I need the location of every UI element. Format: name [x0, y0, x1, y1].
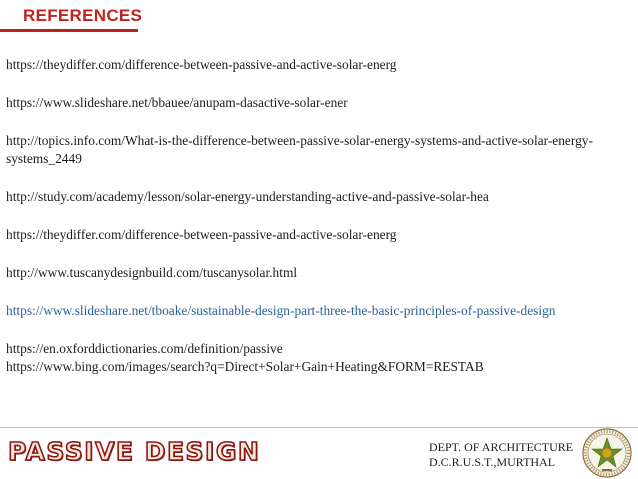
footer-brand-logo: PASSIVE DESIGN: [8, 437, 261, 466]
footer-department: [429, 440, 573, 470]
reference-link[interactable]: https://theydiffer.com/difference-between-passive-and-active-solar-energ: [6, 57, 397, 72]
slide-title: REFERENCES: [23, 6, 143, 25]
reference-link[interactable]: http://topics.info.com/What-is-the-difference-between-passive-solar-energy-systems-and-active-solar-energy-systems_2449: [6, 133, 593, 166]
reference-link[interactable]: https://www.bing.com/images/search?q=Direct+Solar+Gain+Heating&FORM=RESTAB: [6, 359, 484, 374]
reference-hyperlink[interactable]: https://www.slideshare.net/tboake/sustainable-design-part-three-the-basic-principles-of-passive-design: [6, 303, 556, 318]
university-seal-icon: [578, 427, 636, 479]
reference-link[interactable]: https://en.oxforddictionaries.com/definition/passive: [6, 341, 283, 356]
reference-link[interactable]: http://www.tuscanydesignbuild.com/tuscanysolar.html: [6, 265, 298, 280]
department-name: DEPT. OF ARCHITECTURE: [429, 440, 574, 454]
reference-link[interactable]: https://www.slideshare.net/bbauee/anupam-dasactive-solar-ener: [6, 95, 348, 110]
reference-list: [6, 56, 626, 376]
footer-divider: [0, 427, 638, 428]
reference-link[interactable]: https://theydiffer.com/difference-between-passive-and-active-solar-energ: [6, 227, 397, 242]
title-underline: [0, 29, 138, 32]
university-name: D.C.R.U.S.T.,MURTHAL: [429, 455, 556, 469]
reference-link[interactable]: http://study.com/academy/lesson/solar-energy-understanding-active-and-passive-solar-hea: [6, 189, 489, 204]
